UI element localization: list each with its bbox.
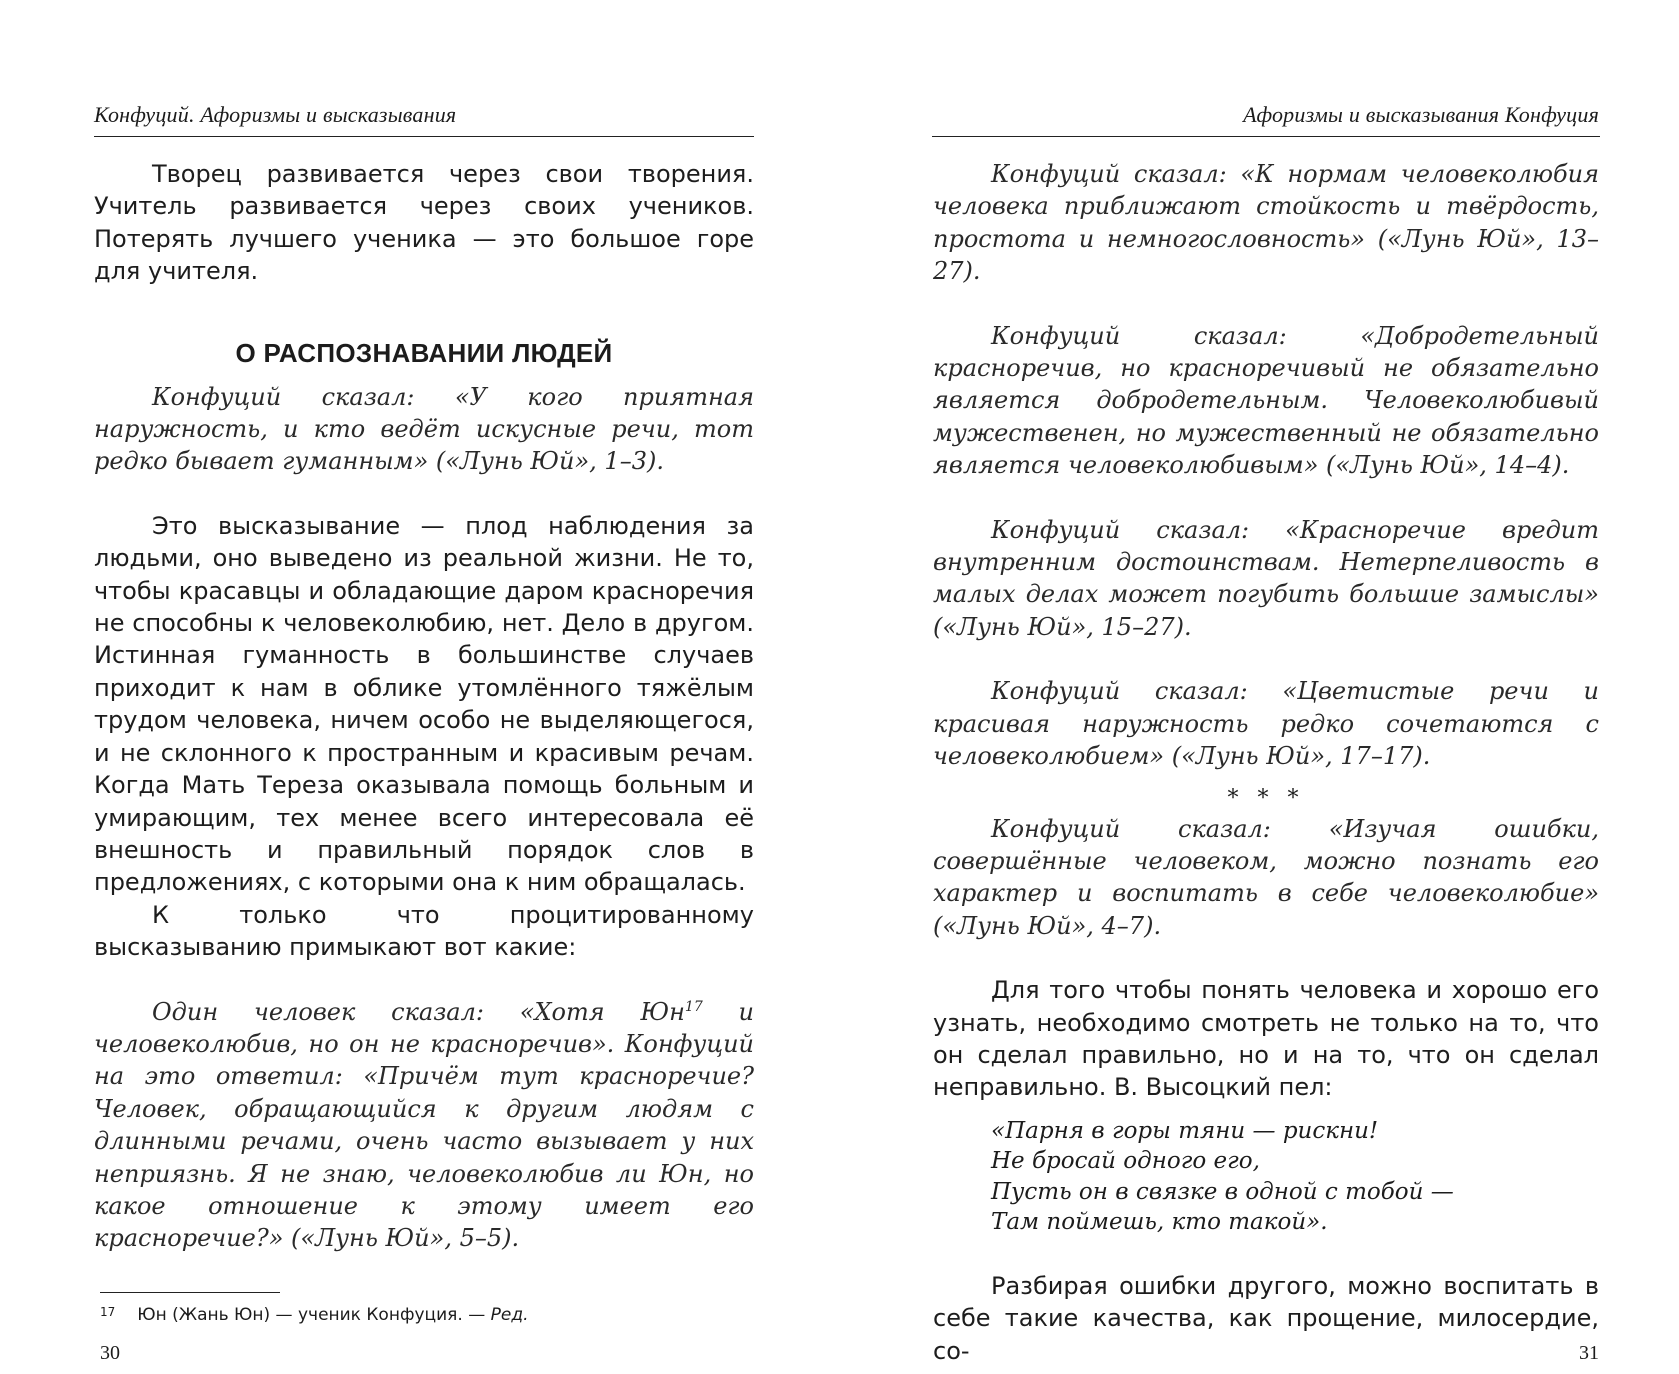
footnote-number: 17 [100, 1305, 116, 1319]
body-paragraph: К только что процитированному высказыванию примыкают вот какие: [94, 900, 754, 962]
header-rule [932, 136, 1600, 137]
body-paragraph: Разбирая ошибки другого, можно воспитать в себе такие качества, как прощение, милосердие, со- [933, 1271, 1599, 1365]
quote-paragraph: Конфуций сказал: «Добродетельный красноречив, но красноречивый не обязательно является добродетельным. Человеколюбивый мужественен, но мужественный не обязательно является человеколюбивым» («Лунь Юй», 14–4). [933, 321, 1599, 480]
quote-paragraph: Конфуций сказал: «К нормам человеколюбия человека приближают стойкость и твёрдость, простота и немногословность» («Лунь Юй», 13–27). [933, 160, 1599, 286]
quote-paragraph: Конфуций сказал: «Изучая ошибки, совершённые человеком, можно познать его характер и воспитать в себе человеколюбие» («Лунь Юй», 4–7). [933, 814, 1599, 940]
quote-text: и человеколюбив, но он не красноречив». Конфуций на это ответил: «Причём тут красноречие? Человек, обращающийся к другим людям с длинными речами, очень часто вызывает у них неприязнь. Я не знаю, человеколюбив ли Юн, но какое отношение к этому имеет его красноречие?» («Лунь Юй», 5–5). [94, 997, 754, 1253]
footnote [100, 1305, 528, 1325]
footnote-text: Юн (Жань Юн) — ученик Конфуция. — [137, 1305, 486, 1325]
quote-paragraph: Конфуций сказал: «У кого приятная наружность, и кто ведёт искусные речи, тот редко бывает гуманным» («Лунь Юй», 1–3). [94, 382, 754, 476]
page-number: 30 [100, 1342, 120, 1364]
running-head: Афоризмы и высказывания Конфуция [1243, 102, 1599, 127]
intro-paragraph: Творец развивается через свои творения. Учитель развивается через своих учеников. Потерять лучшего ученика — это большое горе для учителя. [94, 160, 754, 286]
section-separator: * * * [1227, 785, 1305, 811]
quote-paragraph [94, 996, 754, 1255]
quote-paragraph: Конфуций сказал: «Цветистые речи и красивая наружность редко сочетаются с человеколюбием» («Лунь Юй», 17–17). [933, 677, 1599, 771]
section-heading: О РАСПОЗНАВАНИИ ЛЮДЕЙ [235, 337, 613, 368]
page-number: 31 [1579, 1342, 1599, 1364]
header-rule [94, 136, 754, 137]
text-column [933, 158, 1599, 1367]
running-head: Конфуций. Афоризмы и высказывания [94, 102, 457, 127]
body-paragraph: Для того чтобы понять человека и хорошо его узнать, необходимо смотреть не только на то, что он сделал правильно, но и на то, что он сделал неправильно. В. Высоцкий пел: [933, 976, 1599, 1102]
quote-text: Один человек сказал: «Хотя Юн [152, 997, 685, 1026]
poem-line: «Парня в горы тяни — рискни! [991, 1117, 1379, 1144]
footnote-ref[interactable]: 17 [684, 998, 703, 1015]
poem-line: Там поймешь, кто такой». [991, 1209, 1328, 1236]
right-page [840, 0, 1679, 1374]
quote-paragraph: Конфуций сказал: «Красноречие вредит внутренним достоинствам. Нетерпеливость в малых делах может погубить большие замыслы» («Лунь Юй», 15–27). [933, 515, 1599, 641]
poem-line: Пусть он в связке в одной с тобой — [991, 1178, 1454, 1205]
footnote-rule [100, 1292, 280, 1293]
text-column [94, 158, 754, 1255]
body-paragraph: Это высказывание — плод наблюдения за людьми, оно выведено из реальной жизни. Не то, чтобы красавцы и обладающие даром красноречия не способны к человеколюбию, нет. Дело в другом. Истинная гуманность в большинстве случаев приходит к нам в облике утомлённого тяжёлым трудом человека, ничем особо не выделяющегося, и не склонного к пространным и красивым речам. Когда Мать Тереза оказывала помощь больным и умирающим, тех менее всего интересовала её внешность и правильный порядок слов в предложениях, с которыми она к ним обращалась. [94, 511, 754, 897]
poem-line: Не бросай одного его, [991, 1148, 1260, 1175]
poem [991, 1116, 1599, 1238]
footnote-editor-mark: Ред. [490, 1305, 529, 1325]
